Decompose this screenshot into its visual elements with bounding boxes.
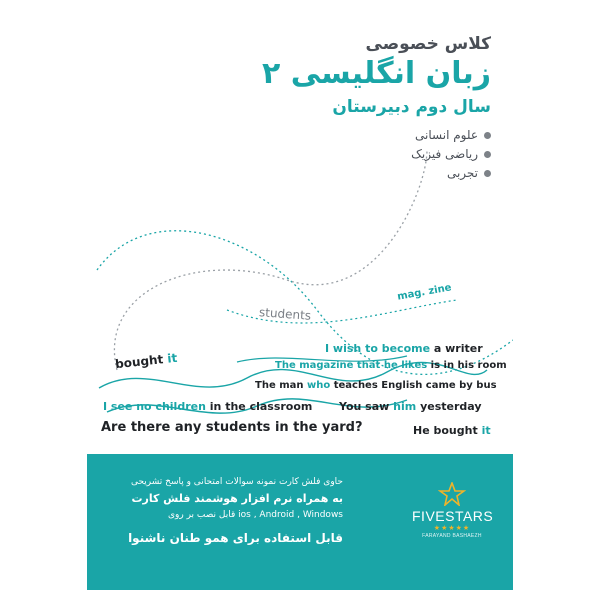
word-students: students <box>258 305 312 323</box>
sentence-magazine: The magazine that he likes is in his room <box>275 360 507 371</box>
cover-supertitle: کلاس خصوصی <box>365 34 491 54</box>
rating-stars-icon: ★★★★★ <box>433 524 471 532</box>
band-line: حاوی فلش کارت نمونه سوالات امتحانی و پاسخ تشریحی <box>130 477 343 487</box>
topic-item: علوم انسانی <box>262 126 491 145</box>
book-cover <box>87 10 513 590</box>
logo-subtitle: FARAYAND BASHAEZH <box>422 533 482 539</box>
band-line: ios , Android , Windows قابل نصب بر روی <box>167 510 343 520</box>
bottom-band <box>87 454 513 590</box>
sentence-man: The man who teaches English came by bus <box>255 380 497 391</box>
logo-name: FIVESTARS <box>412 508 494 524</box>
sentence-wish: I wish to become a writer <box>325 342 483 355</box>
band-text <box>128 474 343 549</box>
star-icon <box>438 482 466 506</box>
cover-subtitle: سال دوم دبیرستان <box>332 97 491 117</box>
publisher-logo <box>412 482 492 539</box>
sentence-children: I see no children in the classroom <box>103 400 313 413</box>
topic-item: تجربی <box>262 164 491 183</box>
cover-title: زبان انگلیسی ۲ <box>262 56 491 91</box>
sentence-students-yard: Are there any students in the yard? <box>101 420 363 435</box>
dotted-curve-grey <box>114 150 427 370</box>
band-line: قابل استفاده برای همو طنان ناشنوا <box>128 531 343 545</box>
topic-item: ریاضی فیزیک <box>262 145 491 164</box>
word-bought-it: bought it <box>114 350 178 372</box>
band-line: به همراه نرم افزار هوشمند فلش کارت <box>131 492 343 505</box>
sentence-he-bought: He bought it <box>413 424 491 437</box>
sentence-saw: You saw him yesterday <box>339 400 482 413</box>
word-magazine: mag. zine <box>396 282 453 303</box>
